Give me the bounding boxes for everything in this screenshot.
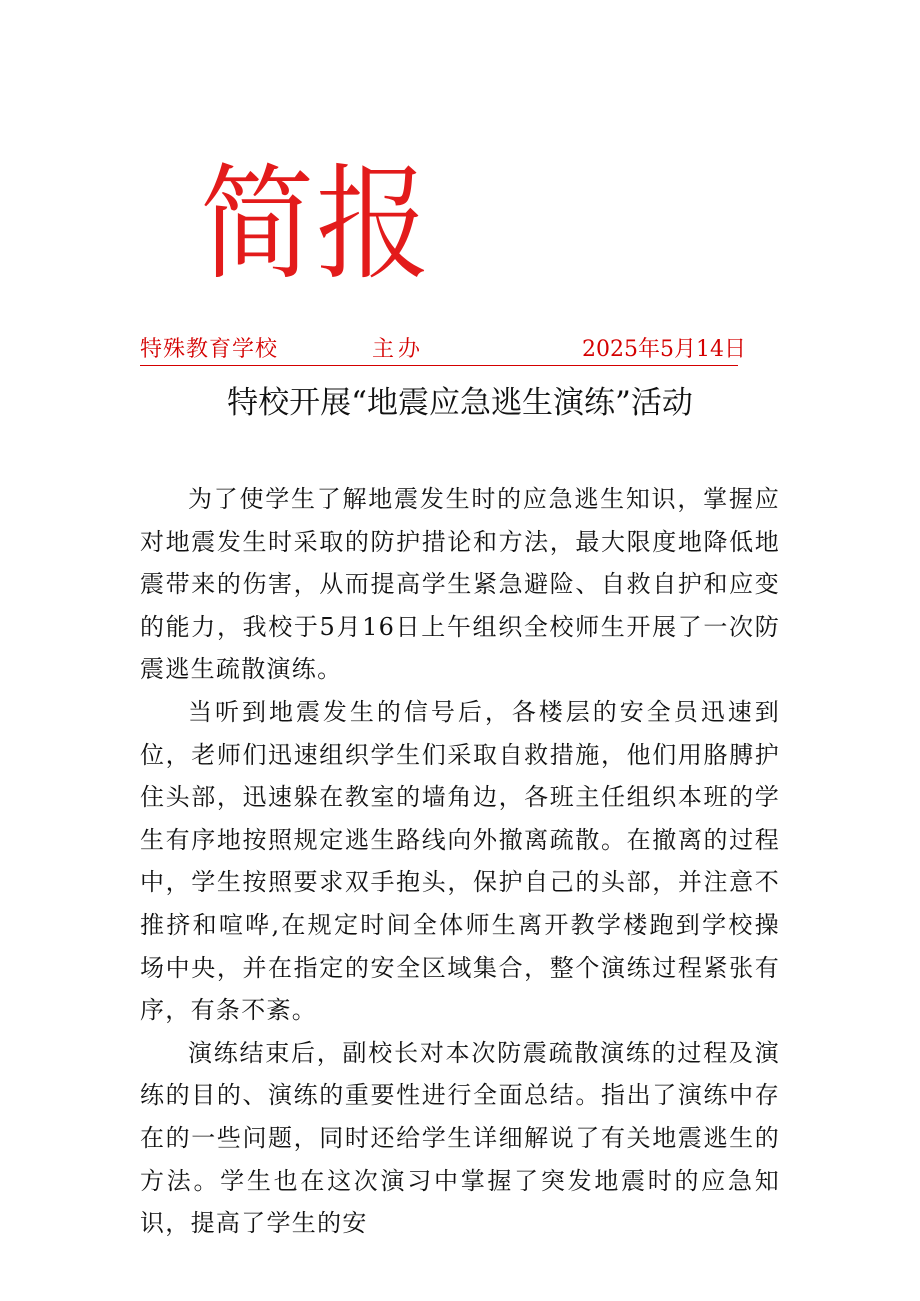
host-label: 主办: [372, 337, 425, 362]
issue-date: 2025年5月14日: [582, 337, 746, 362]
article-paragraph-2: 当听到地震发生的信号后，各楼层的安全员迅速到位，老师们迅速组织学生们采取自救措施，他们用胳膊护住头部，迅速躲在教室的墙角边，各班主任组织本班的学生有序地按照规定逃生路线向外撤离疏散。在撤离的过程中，学生按照要求双手抱头，保护自己的头部，并注意不推挤和喧哗,在规定时间全体师生离开教学楼跑到学校操场中央，并在指定的安全区域集合，整个演练过程紧张有序，有条不紊。: [140, 697, 780, 1025]
masthead-divider: [140, 365, 738, 366]
article-headline: 特校开展“地震应急逃生演练”活动: [227, 385, 693, 421]
article-paragraph-1: 为了使学生了解地震发生时的应急逃生知识，掌握应对地震发生时采取的防护措论和方法，最大限度地降低地震带来的伤害，从而提高学生紧急避险、自救自护和应变的能力，我校于5月16日上午组织全校师生开展了一次防震逃生疏散演练。: [140, 485, 780, 684]
organizer-name: 特殊教育学校: [140, 337, 279, 362]
masthead-info-row: [140, 334, 746, 366]
masthead-title: 简报: [200, 153, 432, 297]
article-paragraph-3: 演练结束后，副校长对本次防震疏散演练的过程及演练的目的、演练的重要性进行全面总结。指出了演练中存在的一些问题，同时还给学生详细解说了有关地震逃生的方法。学生也在这次演习中掌握了突发地震时的应急知识，提高了学生的安: [140, 1038, 780, 1238]
article-body: [140, 478, 780, 1245]
